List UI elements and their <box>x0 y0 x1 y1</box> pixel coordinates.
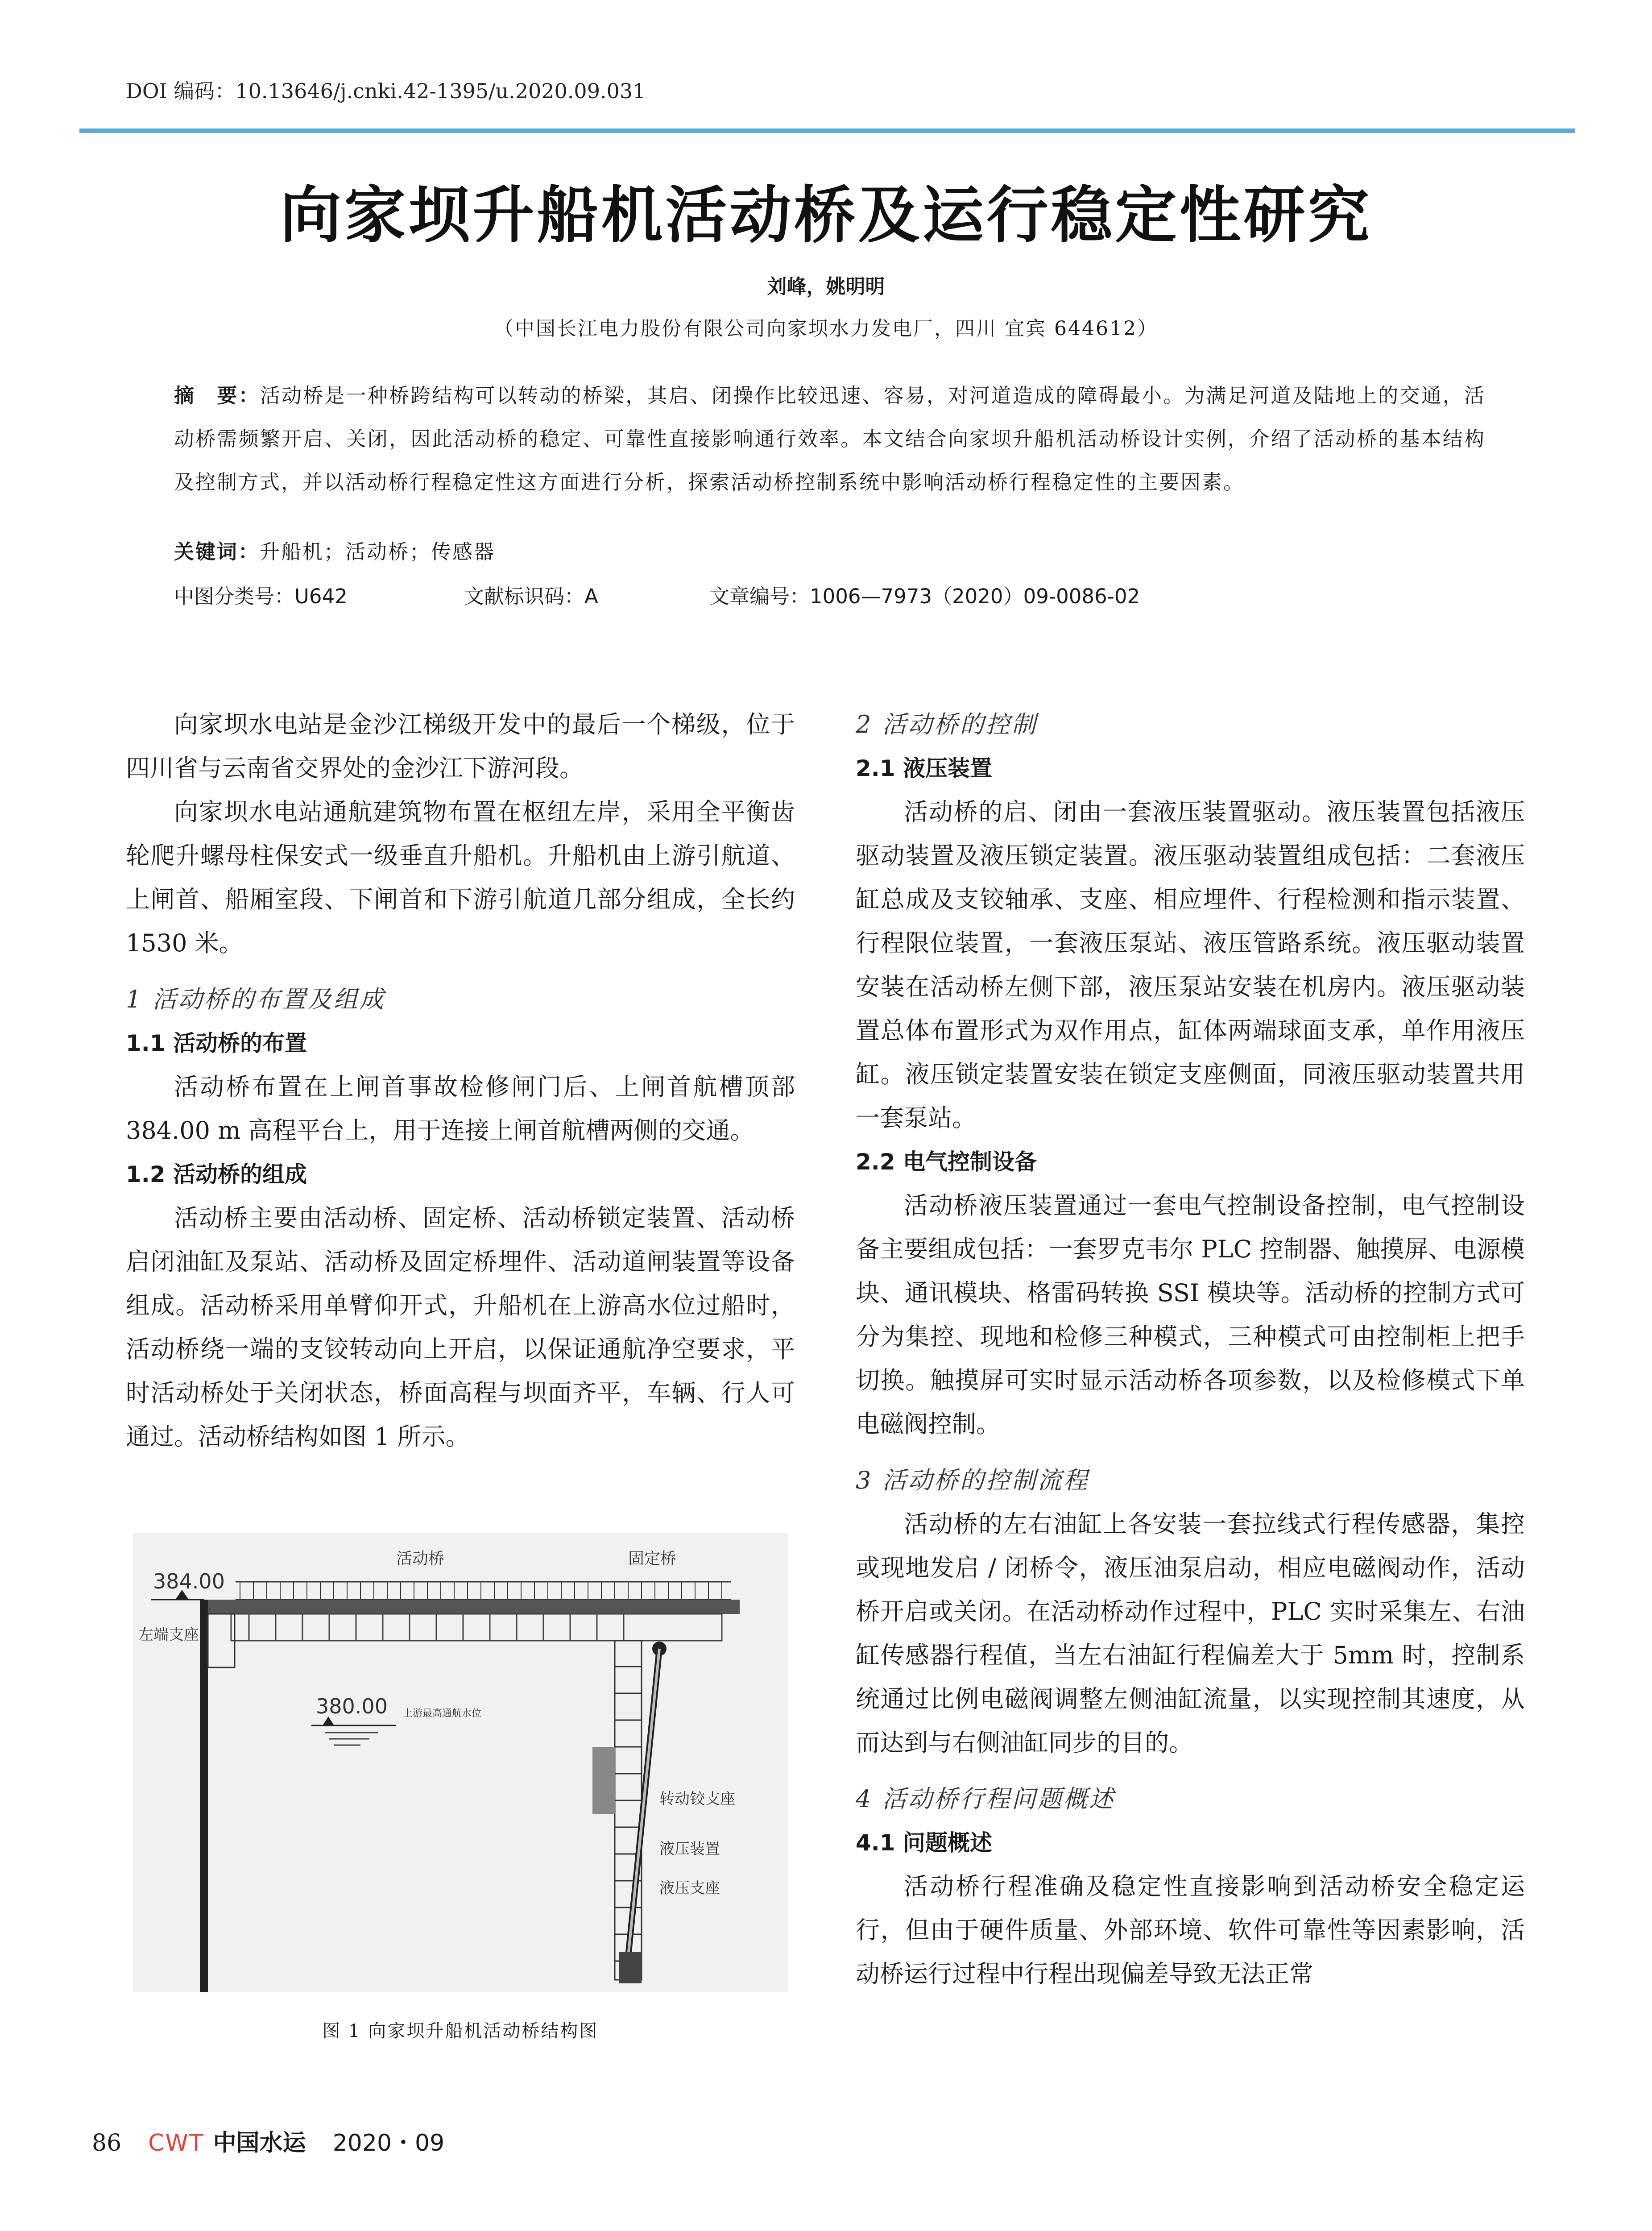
elevation-384-label: 384.00 <box>153 1569 225 1593</box>
elevation-380-label: 380.00 <box>316 1694 388 1718</box>
article-number: 文章编号：1006—7973（2020）09-0086-02 <box>709 585 1140 608</box>
hydraulic-support-label: 液压支座 <box>659 1879 720 1897</box>
section-1-1-text: 活动桥布置在上闸首事故检修闸门后、上闸首航槽顶部 384.00 m 高程平台上，用于连接上闸首航槽两侧的交通。 <box>126 1073 795 1145</box>
page-number: 86 <box>92 2130 122 2156</box>
section-2-2-heading: 2.2 电气控制设备 <box>856 1149 1037 1175</box>
water-level-label: 上游最高通航水位 <box>403 1708 482 1719</box>
hinge-block <box>592 1747 615 1814</box>
clc-number: 中图分类号：U642 <box>174 585 348 608</box>
section-3-heading: 3 活动桥的控制流程 <box>856 1466 1089 1494</box>
left-support-label: 左端支座 <box>138 1626 199 1644</box>
page-footer <box>92 2124 444 2157</box>
section-1-2-heading: 1.2 活动桥的组成 <box>126 1161 307 1187</box>
section-2-2-text: 活动桥液压装置通过一套电气控制设备控制，电气控制设备主要组成包括：一套罗克韦尔 PLC 控制器、触摸屏、电源模块、通讯模块、格雷码转换 SSI 模块等。活动桥的控制方式可分为集控、现地和检修三种模式，三种模式可由控制柜上把手切换。触摸屏可实时显示活动桥各项参数，以及检修模式下单电磁阀控制。 <box>856 1191 1525 1438</box>
header-rule <box>79 129 1575 133</box>
bridge-deck <box>204 1600 740 1614</box>
affiliation: （中国长江电力股份有限公司向家坝水力发电厂，四川 宜宾 644612） <box>494 317 1158 340</box>
section-2-1-heading: 2.1 液压装置 <box>856 755 992 781</box>
section-2-1-text: 活动桥的启、闭由一套液压装置驱动。液压装置包括液压驱动装置及液压锁定装置。液压驱动装置组成包括：二套液压缸总成及支铰轴承、支座、相应埋件、行程检测和指示装置、行程限位装置，一套液压泵站、液压管路系统。液压驱动装置安装在活动桥左侧下部，液压泵站安装在机房内。液压驱动装置总体布置形式为双作用点，缸体两端球面支承，单作用液压缸。液压锁定装置安装在锁定支座侧面，同液压驱动装置共用一套泵站。 <box>856 798 1525 1132</box>
keywords-label: 关键词： <box>174 540 260 564</box>
bridge-railing <box>236 1582 731 1600</box>
abstract <box>174 374 1486 504</box>
brand-logo: CWT <box>148 2130 204 2156</box>
figure-caption: 图 1 向家坝升船机活动桥结构图 <box>322 2021 599 2041</box>
section-4-1-heading: 4.1 问题概述 <box>856 1830 992 1856</box>
doi-line: DOI 编码：10.13646/j.cnki.42-1395/u.2020.09.031 <box>126 79 646 103</box>
document-code: 文献标识码：A <box>464 585 598 608</box>
section-1-2-text: 活动桥主要由活动桥、固定桥、活动桥锁定装置、活动桥启闭油缸及泵站、活动桥及固定桥埋件、活动道闸装置等设备组成。活动桥采用单臂仰开式，升船机在上游高水位过船时，活动桥绕一端的支铰转动向上开启，以保证通航净空要求，平时活动桥处于关闭状态，桥面高程与坝面齐平，车辆、行人可通过。活动桥结构如图 1 所示。 <box>126 1204 795 1451</box>
abstract-text: 活动桥是一种桥跨结构可以转动的桥梁，其启、闭操作比较迅速、容易，对河道造成的障碍最小。为满足河道及陆地上的交通，活动桥需频繁开启、关闭，因此活动桥的稳定、可靠性直接影响通行效率。本文结合向家坝升船机活动桥设计实例，介绍了活动桥的基本结构及控制方式，并以活动桥行程稳定性这方面进行分析，探索活动桥控制系统中影响活动桥行程稳定性的主要因素。 <box>174 384 1486 494</box>
bridge-girders <box>231 1614 722 1641</box>
right-column <box>856 703 1525 1996</box>
movable-bridge-label: 活动桥 <box>396 1550 445 1568</box>
intro-paragraph-1: 向家坝水电站是金沙江梯级开发中的最后一个梯级，位于四川省与云南省交界处的金沙江下游河段。 <box>126 710 795 782</box>
authors: 刘峰，姚明明 <box>767 275 885 298</box>
water-level-marker <box>311 1717 396 1745</box>
section-4-heading: 4 活动桥行程问题概述 <box>856 1785 1115 1813</box>
left-column <box>126 703 795 1459</box>
issue-date: 2020・09 <box>332 2130 445 2156</box>
section-4-1-text: 活动桥行程准确及稳定性直接影响到活动桥安全稳定运行，但由于硬件质量、外部环境、软件可靠性等因素影响，活动桥运行过程中行程出现偏差导致无法正常 <box>856 1872 1525 1988</box>
paper-title: 向家坝升船机活动桥及运行稳定性研究 <box>280 179 1372 251</box>
bridge-structure-figure <box>133 1533 788 1992</box>
section-2-heading: 2 活动桥的控制 <box>856 710 1038 738</box>
keywords-text: 升船机；活动桥；传感器 <box>260 540 496 564</box>
hydraulic-device-label: 液压装置 <box>659 1840 720 1858</box>
magazine-name: 中国水运 <box>213 2130 306 2156</box>
keywords <box>174 535 495 564</box>
hydraulic-cylinder <box>628 1649 659 1957</box>
hinge-support-label: 转动铰支座 <box>659 1790 735 1808</box>
fixed-bridge-label: 固定桥 <box>628 1550 677 1568</box>
abstract-label: 摘 要： <box>174 384 260 407</box>
section-1-heading: 1 活动桥的布置及组成 <box>126 985 385 1013</box>
section-3-text: 活动桥的左右油缸上各安装一套拉线式行程传感器，集控或现地发启 / 闭桥令，液压油泵启动，相应电磁阀动作，活动桥开启或关闭。在活动桥动作过程中，PLC 实时采集左、右油缸传感器行程值，当左右油缸行程偏差大于 5mm 时，控制系统通过比例电磁阀调整左侧油缸流量，以实现控制其速度，从而达到与右侧油缸同步的目的。 <box>856 1510 1525 1757</box>
section-1-1-heading: 1.1 活动桥的布置 <box>126 1030 307 1056</box>
hydraulic-support-block <box>619 1952 642 1983</box>
left-wall <box>200 1600 208 1992</box>
intro-paragraph-2: 向家坝水电站通航建筑物布置在枢纽左岸，采用全平衡齿轮爬升螺母柱保安式一级垂直升船机。升船机由上游引航道、上闸首、船厢室段、下闸首和下游引航道几部分组成，全长约 1530 米。 <box>126 798 795 957</box>
